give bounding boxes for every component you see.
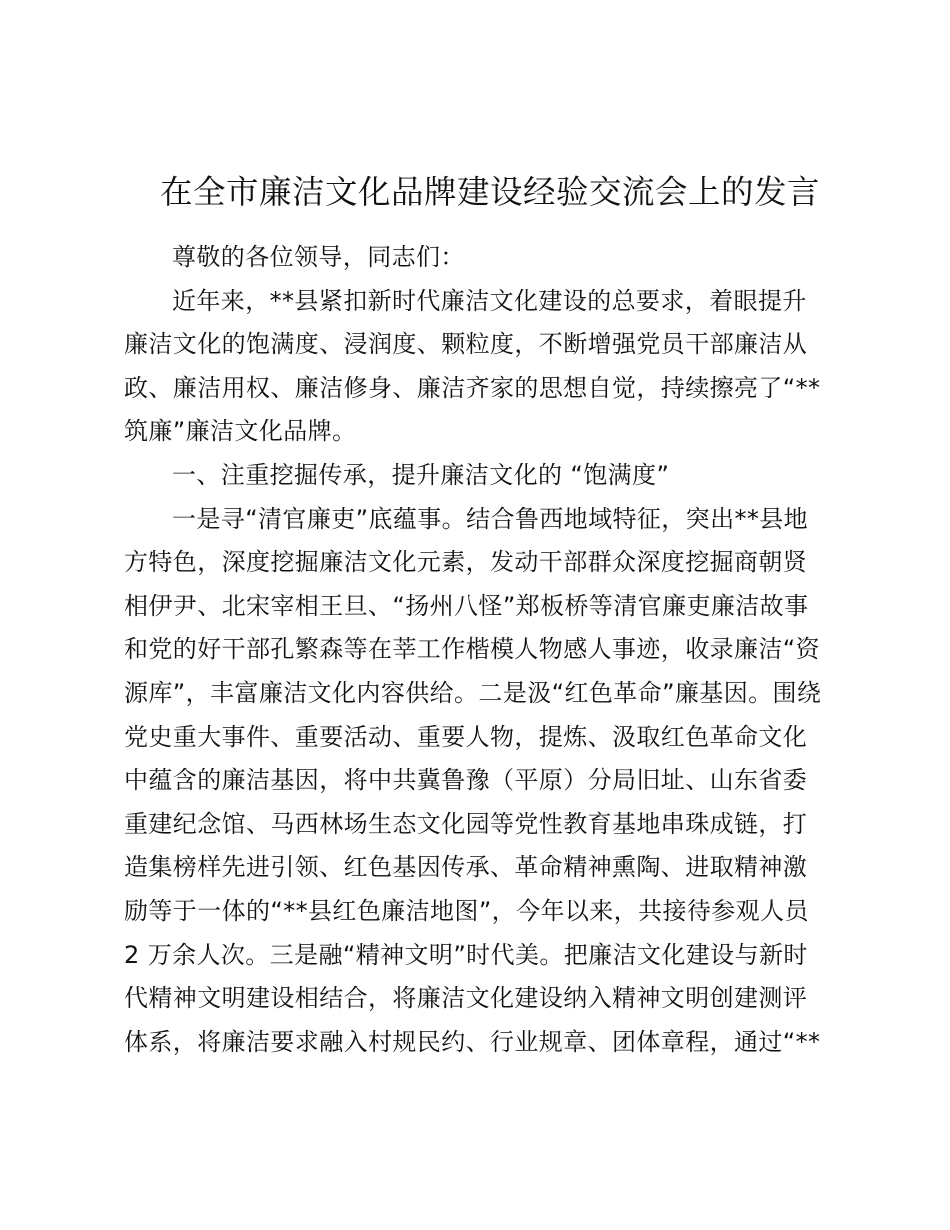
section-heading-paragraph (124, 454, 834, 498)
document-title: 在全市廉洁文化品牌建设经验交流会上的发言 (159, 173, 820, 211)
section-line: 励等于一体的“**县红色廉洁地图”，今年以来，共接待参观人员 (124, 896, 809, 925)
section-line: 源库”，丰富廉洁文化内容供给。二是汲“红色革命”廉基因。围绕 (124, 678, 822, 707)
section-line: 2 万余人次。三是融“精神文明”时代美。把廉洁文化建设与新时 (124, 940, 808, 969)
section-line: 方特色，深度挖掘廉洁文化元素，发动干部群众深度挖掘商朝贤 (124, 548, 808, 577)
intro-paragraph (124, 280, 834, 454)
section-line: 和党的好干部孔繁森等在莘工作楷模人物感人事迹，收录廉洁“资 (124, 635, 821, 664)
section-line: 中蕴含的廉洁基因，将中共冀鲁豫（平原）分局旧址、山东省委 (124, 766, 808, 795)
intro-line: 筑廉”廉洁文化品牌。 (124, 417, 357, 446)
salutation-line: 尊敬的各位领导，同志们： (172, 243, 465, 271)
intro-line: 近年来，**县紧扣新时代廉洁文化建设的总要求，着眼提升 (172, 286, 807, 315)
document-body (124, 236, 834, 1064)
section-line: 相伊尹、北宋宰相王旦、“扬州八怪”郑板桥等清官廉吏廉洁故事 (124, 591, 809, 620)
section-line: 代精神文明建设相结合，将廉洁文化建设纳入精神文明创建测评 (124, 984, 808, 1013)
section-line: 重建纪念馆、马西林场生态文化园等党性教育基地串珠成链，打 (124, 809, 808, 838)
section-heading: 一、注重挖掘传承，提升廉洁文化的 “饱满度” (172, 460, 670, 489)
section-line: 造集榜样先进引领、红色基因传承、革命精神熏陶、进取精神激 (124, 853, 808, 882)
salutation-paragraph (124, 236, 834, 280)
section-line: 体系，将廉洁要求融入村规民约、行业规章、团体章程，通过“** (124, 1027, 821, 1056)
section-line: 党史重大事件、重要活动、重要人物，提炼、汲取红色革命文化 (124, 722, 808, 751)
intro-line: 政、廉洁用权、廉洁修身、廉洁齐家的思想自觉，持续擦亮了“** (124, 373, 821, 402)
section-line: 一是寻“清官廉吏”底蕴事。结合鲁西地域特征，突出**县地 (172, 504, 809, 533)
section-body-paragraph (124, 498, 834, 1065)
intro-line: 廉洁文化的饱满度、浸润度、颗粒度，不断增强党员干部廉洁从 (124, 330, 808, 359)
